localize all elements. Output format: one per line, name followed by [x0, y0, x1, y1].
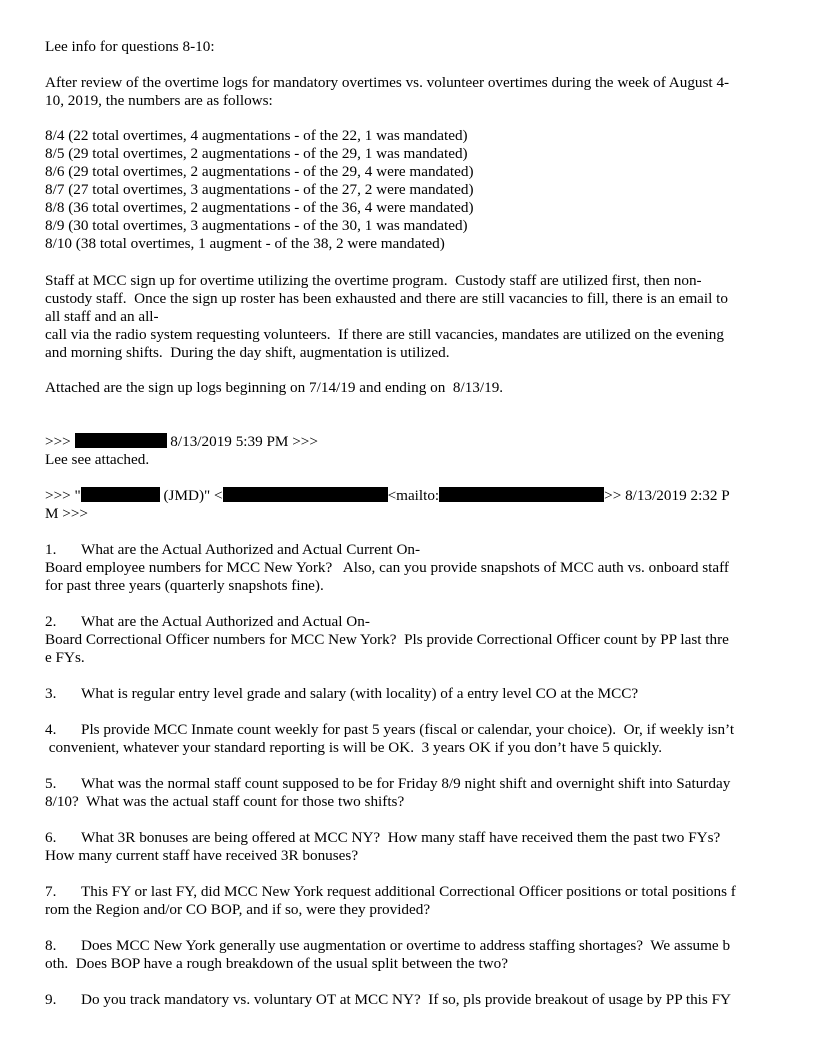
redaction-block	[223, 487, 388, 502]
list-item: 8/5 (29 total overtimes, 2 augmentations - of the 29, 1 was mandated)	[45, 145, 468, 162]
question-7: 7. This FY or last FY, did MCC New York request additional Correctional Officer positions or total positions f rom the Region and/or CO BOP, and if so, were they provided?	[45, 883, 736, 918]
text-line: all staff and an all-	[45, 308, 159, 325]
intro-paragraph	[45, 74, 775, 110]
list-item: 8/7 (27 total overtimes, 3 augmentations - of the 27, 2 were mandated)	[45, 181, 474, 198]
question-number: 8.	[45, 937, 57, 954]
text-line: Staff at MCC sign up for overtime utilizing the overtime program. Custody staff are utilized first, then non-	[45, 272, 702, 289]
daily-overtime-list	[45, 127, 775, 253]
question-3: 3. What is regular entry level grade and salary (with locality) of a entry level CO at the MCC?	[45, 685, 639, 702]
question-number: 4.	[45, 721, 57, 738]
email-header-2: >>> " (JMD)" < <mailto: >> 8/13/2019 2:32 P M >>>	[45, 487, 730, 522]
attachment-note: Attached are the sign up logs beginning on 7/14/19 and ending on 8/13/19.	[45, 379, 504, 396]
question-9: 9. Do you track mandatory vs. voluntary OT at MCC NY? If so, pls provide breakout of usage by PP this FY	[45, 991, 732, 1008]
list-item: 8/9 (30 total overtimes, 3 augmentations - of the 30, 1 was mandated)	[45, 217, 468, 234]
question-number: 9.	[45, 991, 57, 1008]
text-line: custody staff. Once the sign up roster has been exhausted and there are still vacancies to fill, there is an email to	[45, 290, 728, 307]
list-item: 8/8 (36 total overtimes, 2 augmentations - of the 36, 4 were mandated)	[45, 199, 474, 216]
question-6: 6. What 3R bonuses are being offered at MCC NY? How many staff have received them the past two FYs? How many current staff have received 3R bonuses?	[45, 829, 721, 864]
question-5: 5. What was the normal staff count supposed to be for Friday 8/9 night shift and overnight shift into Saturday 8/10? What was the actual staff count for those two shifts?	[45, 775, 731, 810]
overtime-process-paragraph	[45, 272, 775, 362]
question-number: 2.	[45, 613, 57, 630]
question-2: 2. What are the Actual Authorized and Actual On- Board Correctional Officer numbers for MCC New York? Pls provide Correctional Officer count by PP last thre e FYs.	[45, 613, 729, 666]
intro-heading: Lee info for questions 8-10:	[45, 38, 215, 55]
redaction-block	[81, 487, 160, 502]
redaction-block	[75, 433, 167, 448]
redaction-block	[439, 487, 604, 502]
text-line: call via the radio system requesting volunteers. If there are still vacancies, mandates are utilized on the evening	[45, 326, 724, 343]
email-header-1: >>> 8/13/2019 5:39 PM >>> Lee see attached.	[45, 433, 775, 469]
list-item: 8/6 (29 total overtimes, 2 augmentations - of the 29, 4 were mandated)	[45, 163, 474, 180]
list-item: 8/4 (22 total overtimes, 4 augmentations - of the 22, 1 was mandated)	[45, 127, 468, 144]
question-8: 8. Does MCC New York generally use augmentation or overtime to address staffing shortages? We assume b oth. Does BOP have a rough breakdown of the usual split between the two?	[45, 937, 731, 972]
list-item: 8/10 (38 total overtimes, 1 augment - of the 38, 2 were mandated)	[45, 235, 445, 252]
email-body: Lee see attached.	[45, 451, 150, 468]
question-4: 4. Pls provide MCC Inmate count weekly for past 5 years (fiscal or calendar, your choice). Or, if weekly isn’t convenient, whatever your standard reporting is will be OK. 3 years OK if you don’t have 5 quickly.	[45, 721, 735, 756]
question-number: 3.	[45, 685, 57, 702]
text-line: After review of the overtime logs for mandatory overtimes vs. volunteer overtimes during the week of August 4-	[45, 74, 730, 91]
question-1: 1. What are the Actual Authorized and Actual Current On- Board employee numbers for MCC New York? Also, can you provide snapshots of MCC auth vs. onboard staff for past three years (quarterly snapshots fine).	[45, 541, 729, 594]
question-number: 1.	[45, 541, 57, 558]
question-number: 5.	[45, 775, 57, 792]
question-number: 6.	[45, 829, 57, 846]
text-line: 10, 2019, the numbers are as follows:	[45, 92, 273, 109]
text-line: and morning shifts. During the day shift, augmentation is utilized.	[45, 344, 450, 361]
question-number: 7.	[45, 883, 57, 900]
